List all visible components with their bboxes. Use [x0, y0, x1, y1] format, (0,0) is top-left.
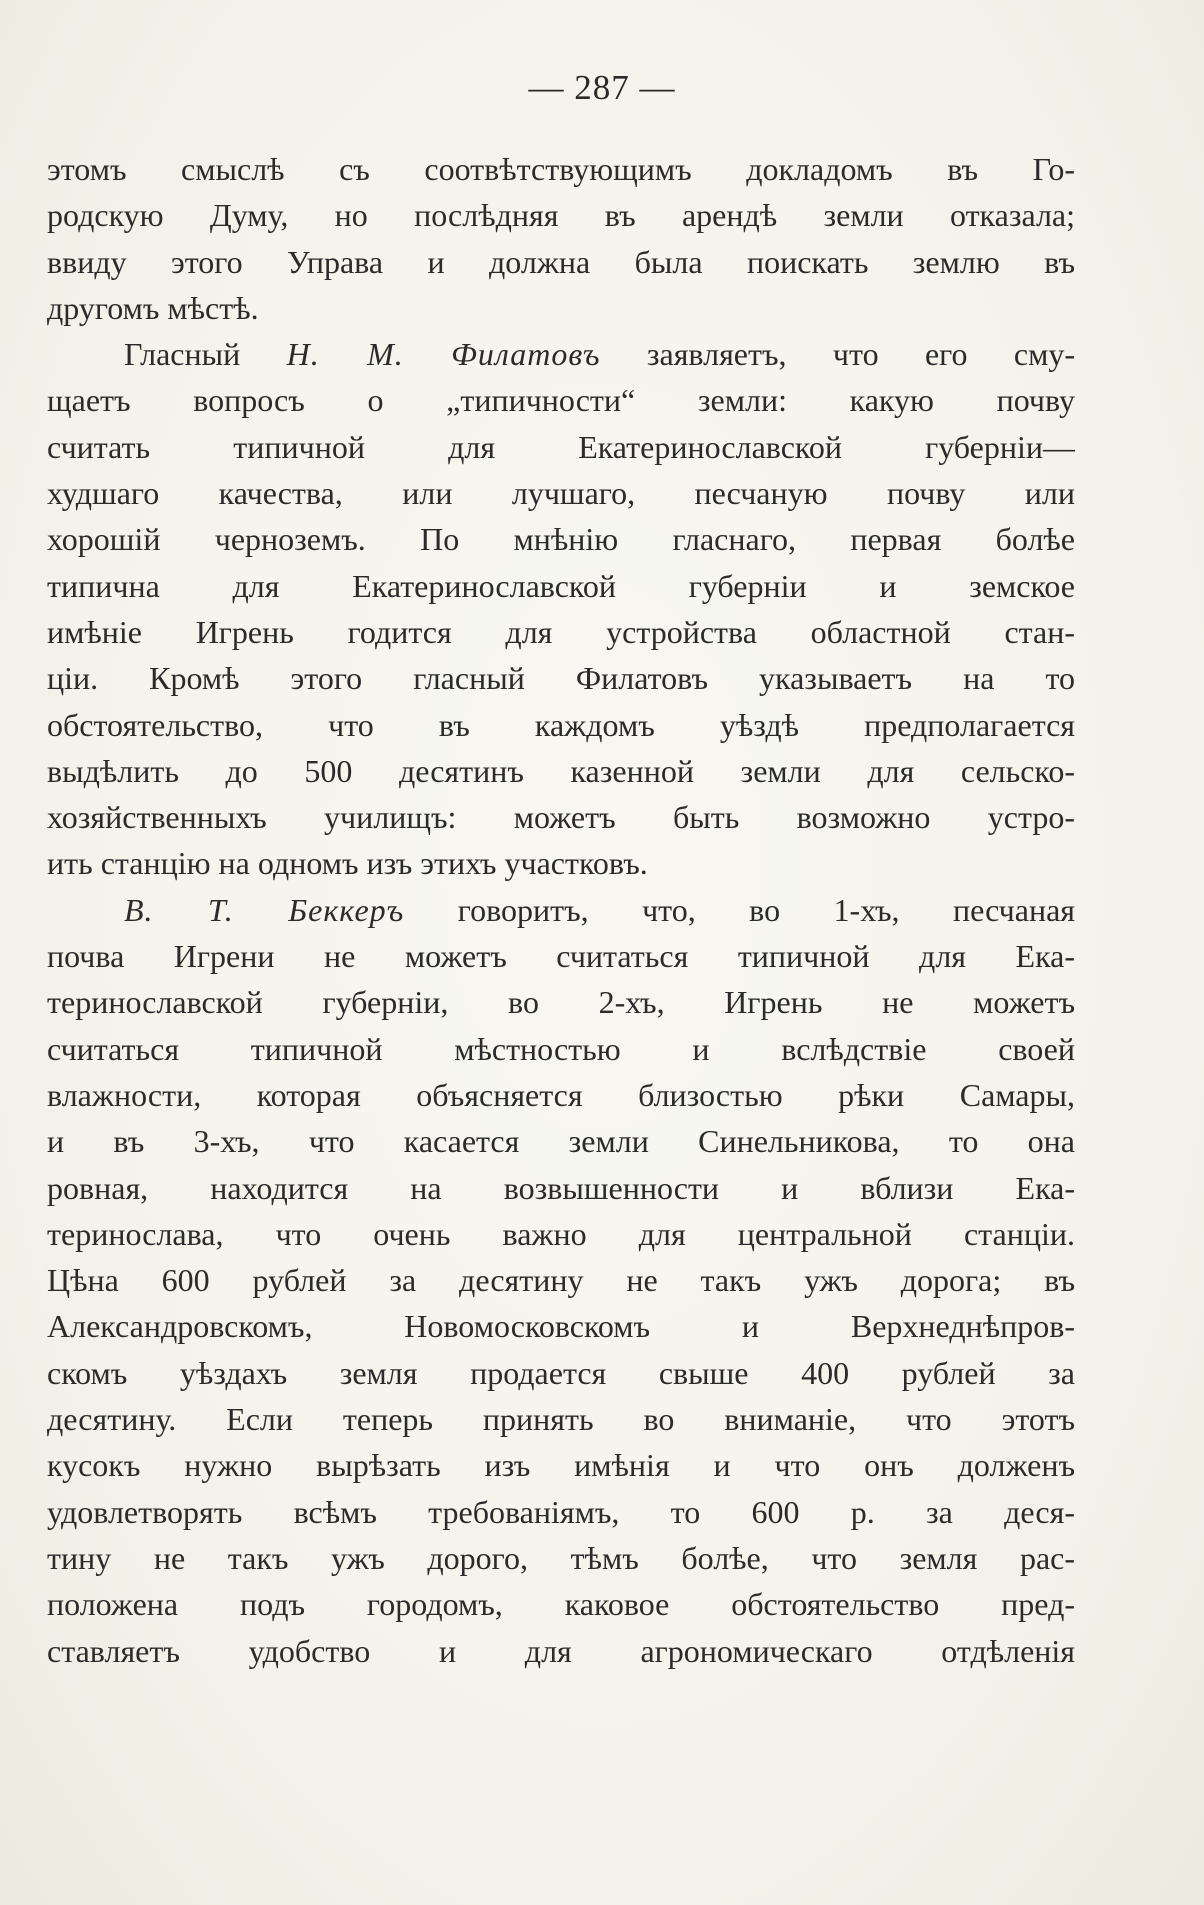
text-line: щаетъ вопросъ о „типичности“ земли: какую почву [47, 382, 1075, 419]
text-line [47, 887, 1075, 933]
text-line: считать типичной для Екатеринославской губерніи— [47, 428, 1075, 465]
page-number: — 287 — [528, 68, 676, 107]
paragraph [47, 146, 1075, 331]
text-line: хорошій черноземъ. По мнѣнію гласнаго, первая болѣе [47, 521, 1075, 558]
text-fragment: заявляетъ, что его сму- [600, 336, 1075, 373]
paragraph [47, 331, 1075, 887]
text-line: этомъ смыслѣ съ соотвѣтствующимъ докладомъ въ Го- [47, 151, 1075, 187]
text-line: ить станцію на одномъ изъ этихъ участковъ. [47, 845, 648, 882]
text-line: удовлетворять всѣмъ требованіямъ, то 600 р. за деся- [47, 1493, 1075, 1530]
text-line: и въ 3-хъ, что касается земли Синельникова, то она [47, 1123, 1075, 1160]
page-body [47, 146, 1075, 1674]
text-line: имѣніе Игрень годится для устройства областной стан- [47, 613, 1075, 650]
text-line: ціи. Кромѣ этого гласный Филатовъ указываетъ на то [47, 660, 1075, 697]
text-line: тину не такъ ужъ дорого, тѣмъ болѣе, что земля рас- [47, 1539, 1075, 1576]
text-line: положена подъ городомъ, каковое обстоятельство пред- [47, 1586, 1075, 1623]
text-line: считаться типичной мѣстностью и вслѣдствіе своей [47, 1030, 1075, 1067]
text-line: почва Игрени не можетъ считаться типичной для Ека- [47, 938, 1075, 975]
text-line: теринославской губерніи, во 2-хъ, Игрень не можетъ [47, 984, 1075, 1021]
text-line: ровная, находится на возвышенности и вблизи Ека- [47, 1169, 1075, 1206]
text-line: ввиду этого Управа и должна была поискать землю въ [47, 243, 1075, 280]
text-line: ставляетъ удобство и для агрономическаго отдѣленія [47, 1632, 1075, 1669]
text-line: Цѣна 600 рублей за десятину не такъ ужъ дорога; въ [47, 1262, 1075, 1299]
speaker-name: В. Т. Беккеръ [124, 891, 405, 928]
text-line: родскую Думу, но послѣдняя въ арендѣ земли отказала; [47, 197, 1075, 234]
text-line: теринослава, что очень важно для центральной станціи. [47, 1215, 1075, 1252]
text-line: влажности, которая объясняется близостью рѣки Самары, [47, 1076, 1075, 1113]
paragraph [47, 887, 1075, 1674]
text-line: Александровскомъ, Новомосковскомъ и Верхнеднѣпров- [47, 1308, 1075, 1345]
text-line: выдѣлить до 500 десятинъ казенной земли для сельско- [47, 752, 1075, 789]
speaker-name: Н. М. Филатовъ [286, 336, 601, 373]
text-line: худшаго качества, или лучшаго, песчаную почву или [47, 475, 1075, 512]
text-line: десятину. Если теперь принять во вниманіе, что этотъ [47, 1401, 1075, 1438]
text-line: скомъ уѣздахъ земля продается свыше 400 рублей за [47, 1354, 1075, 1391]
text-fragment: Гласный [124, 336, 287, 373]
text-line [47, 331, 1075, 377]
text-line: кусокъ нужно вырѣзать изъ имѣнія и что онъ долженъ [47, 1447, 1075, 1484]
text-line: хозяйственныхъ училищъ: можетъ быть возможно устро- [47, 799, 1075, 836]
text-line: обстоятельство, что въ каждомъ уѣздѣ предполагается [47, 706, 1075, 743]
text-fragment: говоритъ, что, во 1-хъ, песчаная [404, 891, 1075, 928]
text-line: другомъ мѣстѣ. [47, 289, 259, 326]
text-line: типична для Екатеринославской губерніи и земское [47, 567, 1075, 604]
